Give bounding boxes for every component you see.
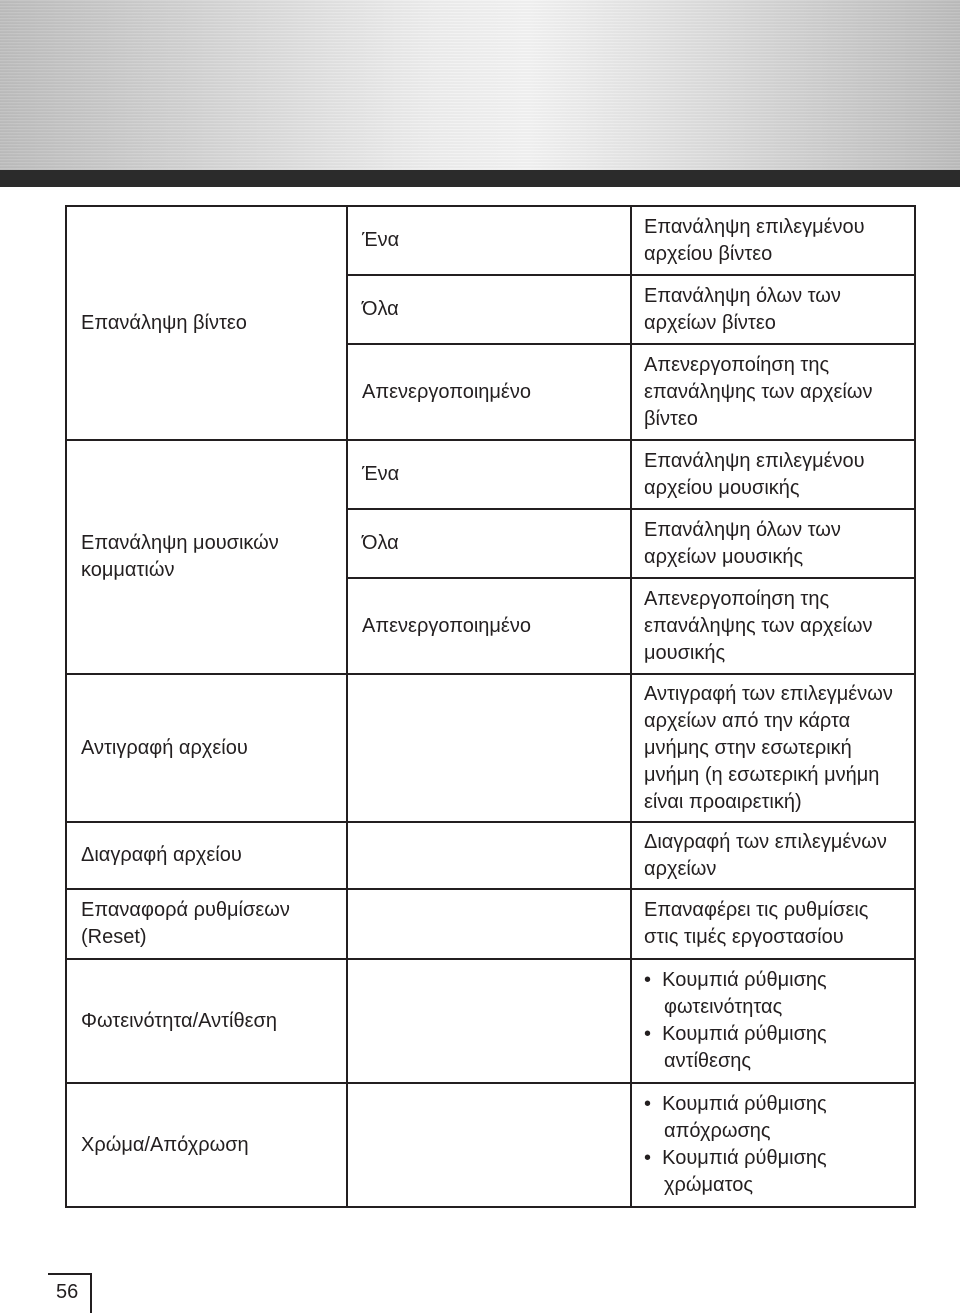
- bullet-text: Κουμπιά ρύθμισης φωτεινότητας: [662, 969, 827, 1018]
- bullet-item: [644, 1021, 900, 1075]
- option-cell-empty: [347, 889, 631, 959]
- bullet-icon: •: [644, 969, 652, 991]
- setting-label: Χρώμα/Απόχρωση: [66, 1083, 347, 1207]
- setting-label: Επανάληψη μουσικών κομματιών: [66, 440, 347, 674]
- description-cell: Διαγραφή των επιλεγμένων αρχείων: [631, 822, 915, 889]
- bullet-text: Κουμπιά ρύθμισης χρώματος: [662, 1147, 827, 1196]
- description-cell: Απενεργοποίηση της επανάληψης των αρχείων βίντεο: [631, 344, 915, 440]
- option-cell-empty: [347, 674, 631, 822]
- description-cell: Επανάληψη όλων των αρχείων μουσικής: [631, 509, 915, 578]
- header-banner: [0, 0, 960, 170]
- bullet-item: [644, 967, 900, 1021]
- bullet-text: Κουμπιά ρύθμισης αντίθεσης: [662, 1023, 827, 1072]
- setting-label: Αντιγραφή αρχείου: [66, 674, 347, 822]
- table-row: [66, 822, 915, 889]
- setting-label: Φωτεινότητα/Αντίθεση: [66, 959, 347, 1083]
- description-cell: Αντιγραφή των επιλεγμένων αρχείων από την κάρτα μνήμης στην εσωτερική μνήμη (η εσωτερική μνήμη είναι προαιρετική): [631, 674, 915, 822]
- setting-label: Επαναφορά ρυθμίσεων (Reset): [66, 889, 347, 959]
- table-row: [66, 959, 915, 1083]
- description-cell: Απενεργοποίηση της επανάληψης των αρχείων μουσικής: [631, 578, 915, 674]
- option-cell-empty: [347, 959, 631, 1083]
- header-band: [0, 170, 960, 187]
- description-cell: Επανάληψη όλων των αρχείων βίντεο: [631, 275, 915, 344]
- bullet-text: Κουμπιά ρύθμισης απόχρωσης: [662, 1093, 827, 1142]
- table-row: [66, 889, 915, 959]
- table-row: [66, 206, 915, 275]
- option-cell: Όλα: [347, 275, 631, 344]
- table-row: [66, 1083, 915, 1207]
- setting-label: Διαγραφή αρχείου: [66, 822, 347, 889]
- bullet-icon: •: [644, 1093, 652, 1115]
- option-cell: Όλα: [347, 509, 631, 578]
- table-row: [66, 674, 915, 822]
- option-cell-empty: [347, 1083, 631, 1207]
- option-cell: Ένα: [347, 206, 631, 275]
- option-cell: Απενεργοποιημένο: [347, 344, 631, 440]
- bullet-icon: •: [644, 1023, 652, 1045]
- description-cell: Επανάληψη επιλεγμένου αρχείου βίντεο: [631, 206, 915, 275]
- page-number: 56: [56, 1281, 79, 1303]
- description-cell: Επανάληψη επιλεγμένου αρχείου μουσικής: [631, 440, 915, 509]
- option-cell-empty: [347, 822, 631, 889]
- bullet-item: [644, 1145, 900, 1199]
- bullet-item: [644, 1091, 900, 1145]
- description-cell: [631, 1083, 915, 1207]
- settings-table: [65, 205, 916, 1208]
- description-cell: Επαναφέρει τις ρυθμίσεις στις τιμές εργοστασίου: [631, 889, 915, 959]
- description-cell: [631, 959, 915, 1083]
- option-cell: Απενεργοποιημένο: [347, 578, 631, 674]
- table-row: [66, 440, 915, 509]
- setting-label: Επανάληψη βίντεο: [66, 206, 347, 440]
- option-cell: Ένα: [347, 440, 631, 509]
- bullet-icon: •: [644, 1147, 652, 1169]
